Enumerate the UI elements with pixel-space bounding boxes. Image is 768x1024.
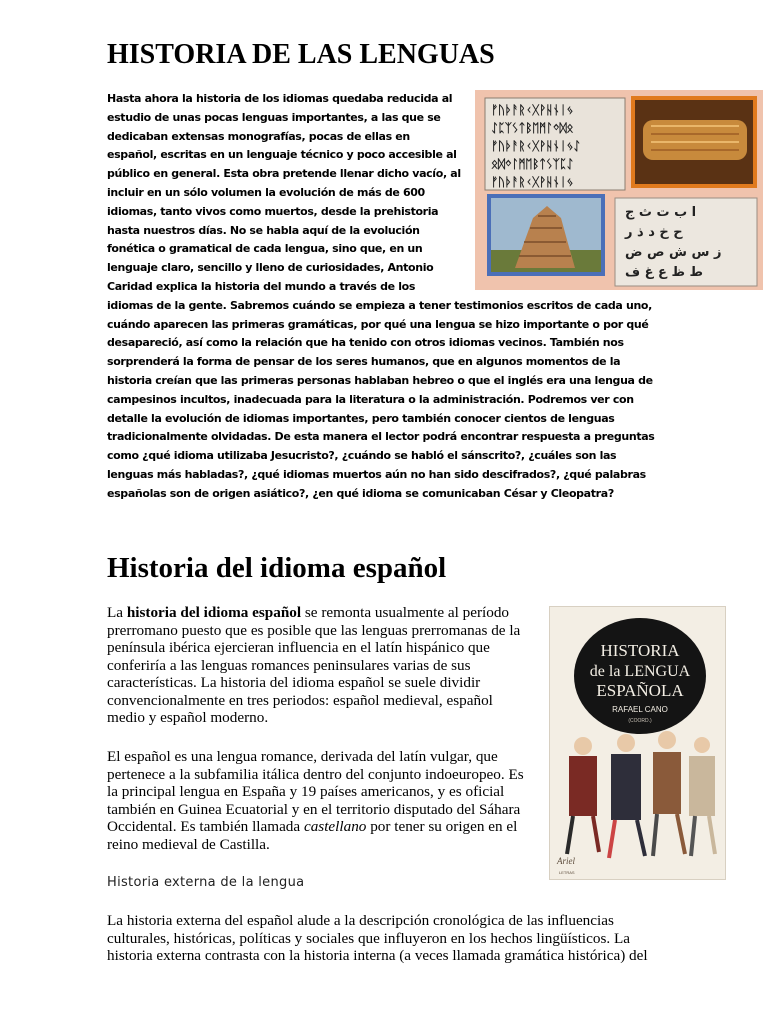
paragraph-historia-externa: La historia externa del español alude a la descripción cronológica de las influencias culturales, históricas, políticas y sociales que influyeron en los hechos lingüísticos. La historia externa contrasta con la historia interna (a veces llamada gramática histórica) del <box>107 912 648 964</box>
languages-collage-image <box>475 90 763 290</box>
arabic-line-4: ط ظ ع غ ف <box>625 265 703 280</box>
rune-line-3: ᚠᚢᚦᚨᚱᚲᚷᚹᚺᚾᛁᛃᛇ <box>491 139 581 153</box>
arabic-line-2: ح خ د ذ ر <box>625 225 683 240</box>
intro-text: Hasta ahora la historia de los idiomas quedaba reducida al estudio de unas pocas lenguas importantes, a las que se dedicaban extensas monografías, pocas de ellas en español, escritas en un lenguaje técnico y poco accesible al público en general. Esta obra pretende llenar dicho vacío, al incluir en un sólo volumen la evolución de más de 600 idiomas, tanto vivos como muertos, desde la prehistoria hasta nuestros días. No se habla aquí de la evolución fonética o gramatical de cada lengua, sino que, en un lenguaje claro, sencillo y lleno de curiosidades, Antonio Caridad explica la historia del mundo a través de los idiomas de la gente. Sabremos cuándo se empieza a tener testimonios escritos de cada uno, cuándo aparecen las primeras gramáticas, por qué una lengua se hizo importante o por qué desapareció, así como la relación que ha tenido con otros idiomas vecinos. También nos sorprenderá la forma de pensar de los seres humanos, que en algunos momentos de la historia creían que las primeras personas hablaban hebreo o que el inglés era una lengua de campesinos incultos, inadecuada para la literatura o la administración. Podremos ver con detalle la evolución de idiomas importantes, pero también conocer cientos de lenguas tradicionalmente olvidadas. De esta manera el lector podrá encontrar respuesta a preguntas como ¿qué idioma utilizaba Jesucristo?, ¿cuándo se habló el sánscrito?, ¿cuáles son las lenguas más habladas?, ¿qué idiomas muertos aún no han sido descifrados?, ¿qué palabras españolas son de origen asiático?, ¿en qué idioma se comunicaban César y Cleopatra? <box>107 92 655 500</box>
book-title-1: HISTORIA <box>600 641 680 660</box>
italic-term: castellano <box>303 818 367 835</box>
paragraph-lengua-romance: El español es una lengua romance, derivada del latín vulgar, que pertenece a la subfamilia itálica dentro del conjunto indoeuropeo. Es la principal lengua en España y 19 países americanos, y es oficial también en Guinea Ecuatorial y en el territorio disputado del Sáhara Occidental. Es también llamada castellano por tener su origen en el reino medieval de Castilla. <box>107 748 524 853</box>
book-imprint: LETRAS <box>559 870 575 875</box>
book-role: (COORD.) <box>628 718 652 724</box>
section-title-historia-de-las-lenguas: HISTORIA DE LAS LENGUAS <box>107 39 495 70</box>
book-author: RAFAEL CANO <box>612 705 668 714</box>
book-cover-image <box>549 606 726 880</box>
book-title-2: de la LENGUA <box>589 663 691 680</box>
rune-line-5: ᚠᚢᚦᚨᚱᚲᚷᚹᚺᚾᛁᛃ <box>491 175 574 189</box>
arabic-line-1: ا ب ت ث ج <box>625 205 697 220</box>
book-title-3: ESPAÑOLA <box>596 681 684 700</box>
subheading-historia-externa: Historia externa de la lengua <box>107 875 305 890</box>
paragraph-historia-espanol: La historia del idioma español se remonta usualmente al período prerromano puesto que es posible que las lenguas prerromanas de la península ibérica ejercieran influencia en el latín hispánico que conferiría a las lenguas romances peninsulares varias de sus características. La historia del idioma español se suele dividir convencionalmente en tres periodos: español medieval, español medio y español moderno. <box>107 604 521 726</box>
rune-line-1: ᚠᚢᚦᚨᚱᚲᚷᚹᚺᚾᛁᛃ <box>491 103 574 117</box>
book-publisher: Ariel <box>557 856 575 866</box>
intro-paragraph <box>107 90 722 504</box>
tower-of-babel-painting <box>491 198 601 272</box>
arabic-line-3: ز س ش ص ض <box>625 245 722 260</box>
bold-term: historia del idioma español <box>126 604 302 621</box>
rune-line-4: ᛟᛞᛜᛚᛗᛖᛒᛏᛊᛉᛈᛇ <box>491 157 574 171</box>
section-title-historia-del-idioma-espanol: Historia del idioma español <box>107 552 447 584</box>
rune-line-2: ᛇᛈᛉᛊᛏᛒᛖᛗᛚᛜᛞᛟ <box>491 121 574 135</box>
